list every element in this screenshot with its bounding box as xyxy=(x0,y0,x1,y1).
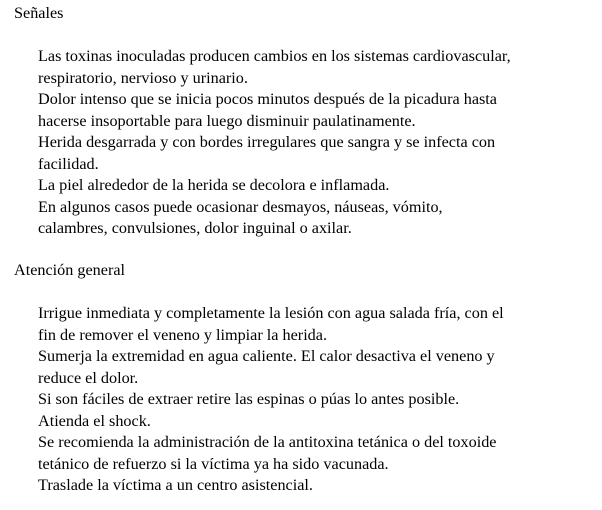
list-item-line: Herida desgarrada y con bordes irregulares que sangra y se infecta con xyxy=(38,133,496,151)
list-item xyxy=(38,175,598,197)
list-item-line: La piel alrededor de la herida se decolora e inflamada. xyxy=(38,176,390,194)
list-item-line: hacerse insoportable para luego disminuir paulatinamente. xyxy=(38,111,416,130)
list-item xyxy=(38,346,598,389)
list-item xyxy=(38,411,598,433)
list-item-line: Sumerja la extremidad en agua caliente. El calor desactiva el veneno y xyxy=(38,347,495,365)
list-item xyxy=(38,197,598,240)
list-item xyxy=(38,89,598,132)
list-item-line: Si son fáciles de extraer retire las espinas o púas lo antes posible. xyxy=(38,390,460,408)
list-item xyxy=(38,475,598,497)
list-item xyxy=(38,432,598,475)
list-item xyxy=(38,303,598,346)
atencion-general-list xyxy=(38,303,598,497)
list-item-line: fin de remover el veneno y limpiar la herida. xyxy=(38,325,328,344)
list-item xyxy=(38,132,598,175)
list-item xyxy=(38,46,598,89)
list-item-line: reduce el dolor. xyxy=(38,368,139,387)
list-item-line: Se recomienda la administración de la antitoxina tetánica o del toxoide xyxy=(38,433,497,451)
list-item-line: Las toxinas inoculadas producen cambios en los sistemas cardiovascular, xyxy=(38,47,511,65)
list-item xyxy=(38,389,598,411)
section-heading-atencion-general: Atención general xyxy=(14,261,126,279)
list-item-line: Irrigue inmediata y completamente la lesión con agua salada fría, con el xyxy=(38,304,504,322)
list-item-line: Traslade la víctima a un centro asistencial. xyxy=(38,476,313,494)
list-item-line: calambres, convulsiones, dolor inguinal o axilar. xyxy=(38,219,352,237)
list-item-line: respiratorio, nervioso y urinario. xyxy=(38,68,248,87)
list-item-line: Dolor intenso que se inicia pocos minutos después de la picadura hasta xyxy=(38,90,497,108)
senales-list xyxy=(38,46,598,240)
list-item-line: tetánico de refuerzo si la víctima ya ha sido vacunada. xyxy=(38,454,389,473)
list-item-line: En algunos casos puede ocasionar desmayos, náuseas, vómito, xyxy=(38,197,443,216)
list-item-line: Atienda el shock. xyxy=(38,411,151,430)
list-item-line: facilidad. xyxy=(38,154,99,173)
section-heading-senales: Señales xyxy=(14,4,64,22)
